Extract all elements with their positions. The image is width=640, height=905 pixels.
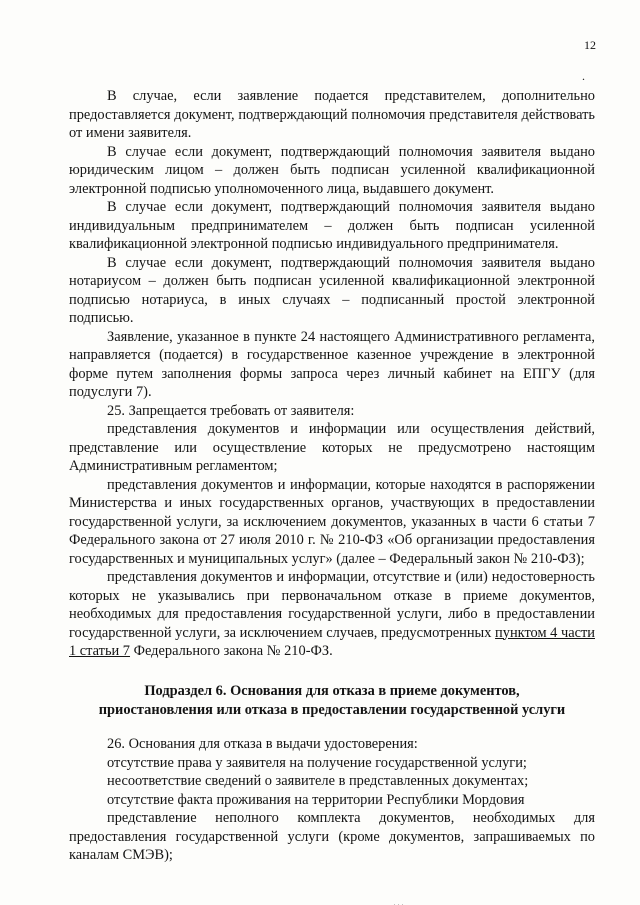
body-text-bottom: [69, 735, 595, 865]
paragraph: представления документов и информации, которые находятся в распоряжении Министерства и иных государственных органов, участвующих в предоставлении государственной услуги, за исключением документов, указанных в части 6 статьи 7 Федерального закона от 27 июля 2010 г. № 210-ФЗ «Об организации предоставления государственных и муниципальных услуг» (далее – Федеральный закон № 210-ФЗ);: [69, 476, 595, 567]
paragraph: 26. Основания для отказа в выдачи удостоверения:: [107, 736, 418, 752]
page-number: 12: [584, 38, 596, 52]
stray-mark: .: [582, 69, 585, 83]
paragraph-text: Федерального закона № 210-ФЗ.: [130, 643, 333, 659]
paragraph: В случае если документ, подтверждающий полномочия заявителя выдано нотариусом – должен быть подписан усиленной квалификационной электронной подписью нотариуса, в иных случаях – подписанный простой электронной подписью.: [69, 254, 595, 326]
heading-line: Подраздел 6. Основания для отказа в приеме документов,: [144, 683, 520, 699]
paragraph-text: представления документов и информации, отсутствие и (или) недостоверность которых не указывались при первоначальном отказе в приеме документов, необходимых для предоставления государственной услуги, либо в предоставлении государственной услуги, за исключением случаев, предусмотренных: [69, 569, 595, 641]
paragraph: представление неполного комплекта документов, необходимых для предоставления государственной услуги (кроме документов, запрашиваемых по каналам СМЭВ);: [69, 810, 595, 863]
heading-line: приостановления или отказа в предоставлении государственной услуги: [98, 701, 566, 718]
paragraph: несоответствие сведений о заявителе в представленных документах;: [107, 773, 529, 789]
paragraph: отсутствие права у заявителя на получение государственной услуги;: [107, 754, 527, 771]
paragraph-with-link: [69, 568, 595, 661]
footer-mark: ...: [393, 895, 405, 905]
law-reference-link[interactable]: пунктом 4 части 1 статьи 7: [69, 624, 595, 659]
paragraph: отсутствие факта проживания на территории Республики Мордовия: [107, 791, 525, 808]
paragraph: 25. Запрещается требовать от заявителя:: [107, 402, 355, 419]
section-heading: [69, 682, 595, 719]
paragraph: В случае, если заявление подается представителем, дополнительно предоставляется документ, подтверждающий полномочия представителя действовать от имени заявителя.: [69, 88, 595, 141]
paragraph: В случае если документ, подтверждающий полномочия заявителя выдано юридическим лицом – должен быть подписан усиленной квалификационной электронной подписью уполномоченного лица, выдавшего документ.: [69, 143, 595, 197]
paragraph: Заявление, указанное в пункте 24 настоящего Административного регламента, направляется (подается) в государственное казенное учреждение в электронной форме путем заполнения формы запроса через личный кабинет на ЕПГУ (для подуслуги 7).: [69, 328, 595, 400]
paragraph: В случае если документ, подтверждающий полномочия заявителя выдано индивидуальным предпринимателем – должен быть подписан усиленной квалификационной электронной подписью индивидуального предпринимателя.: [69, 199, 595, 252]
body-text-top: [69, 87, 595, 661]
paragraph: представления документов и информации или осуществления действий, представление или осуществление которых не предусмотрено настоящим Административным регламентом;: [69, 421, 595, 474]
